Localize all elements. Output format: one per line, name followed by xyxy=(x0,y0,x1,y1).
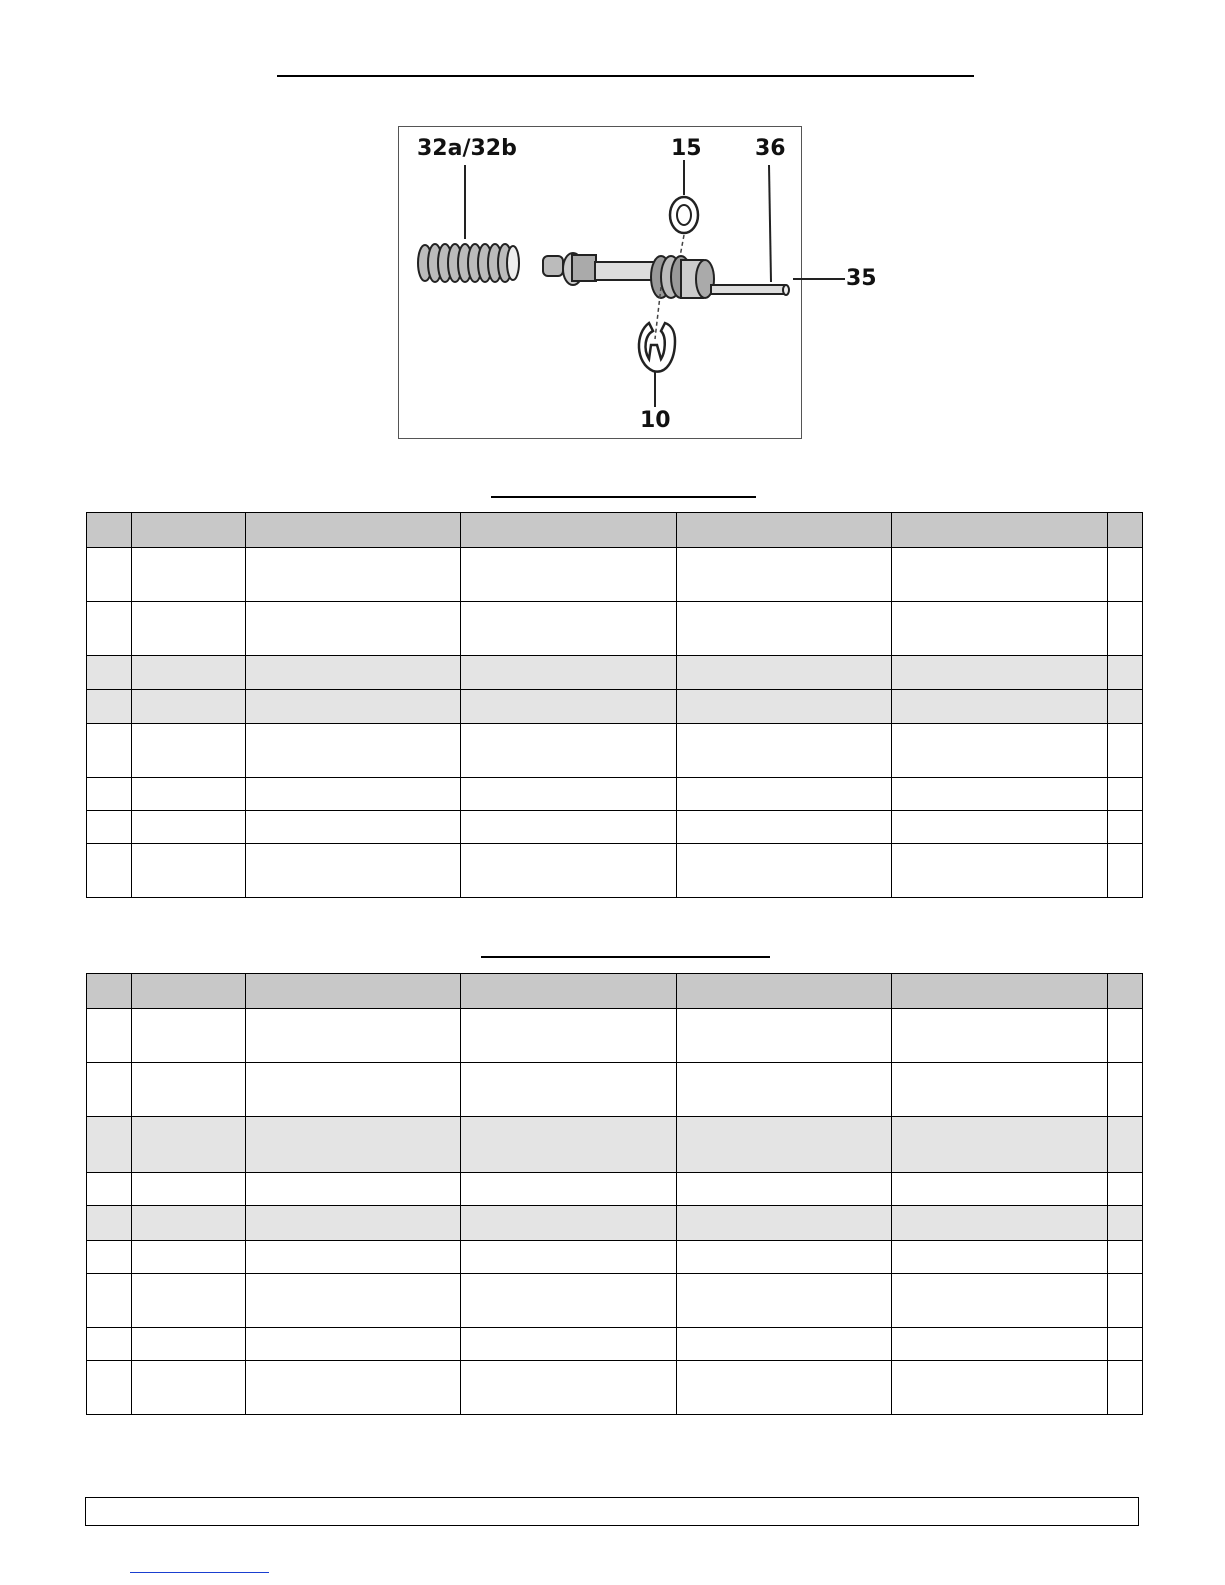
table-header-row xyxy=(87,513,1143,548)
footer-link[interactable] xyxy=(130,1572,269,1573)
table-row xyxy=(87,1241,1143,1274)
table-row xyxy=(87,1328,1143,1361)
table-row xyxy=(87,1361,1143,1415)
callout-spring: 32a/32b xyxy=(417,136,517,161)
table-row xyxy=(87,1063,1143,1117)
table-row xyxy=(87,1173,1143,1206)
table-row xyxy=(87,548,1143,602)
table-row xyxy=(87,1274,1143,1328)
section-2-title-underline xyxy=(481,956,770,958)
table-row xyxy=(87,602,1143,656)
callout-assembly: 35 xyxy=(846,266,877,291)
parts-exploded-diagram xyxy=(398,126,877,439)
table-row xyxy=(87,690,1143,724)
spring-part xyxy=(418,244,519,282)
callout-clip: 10 xyxy=(640,408,671,433)
footer-box xyxy=(85,1497,1139,1526)
oring-part xyxy=(670,197,698,233)
clip-part xyxy=(639,323,675,372)
table-row xyxy=(87,844,1143,898)
table-row xyxy=(87,778,1143,811)
callout-rod: 36 xyxy=(755,136,786,161)
rod-leader-line xyxy=(769,165,771,282)
parts-table-2 xyxy=(86,973,1143,1415)
callout-oring: 15 xyxy=(671,136,702,161)
diagram-drawing xyxy=(399,127,877,440)
table-row xyxy=(87,724,1143,778)
table-row xyxy=(87,1117,1143,1173)
parts-table-1 xyxy=(86,512,1143,898)
table-row xyxy=(87,1009,1143,1063)
rod-assembly-part xyxy=(543,253,789,298)
table-header-row xyxy=(87,974,1143,1009)
section-1-title-underline xyxy=(491,496,756,498)
table-row xyxy=(87,1206,1143,1241)
table-row xyxy=(87,656,1143,690)
page-title-underline xyxy=(277,75,974,77)
table-row xyxy=(87,811,1143,844)
